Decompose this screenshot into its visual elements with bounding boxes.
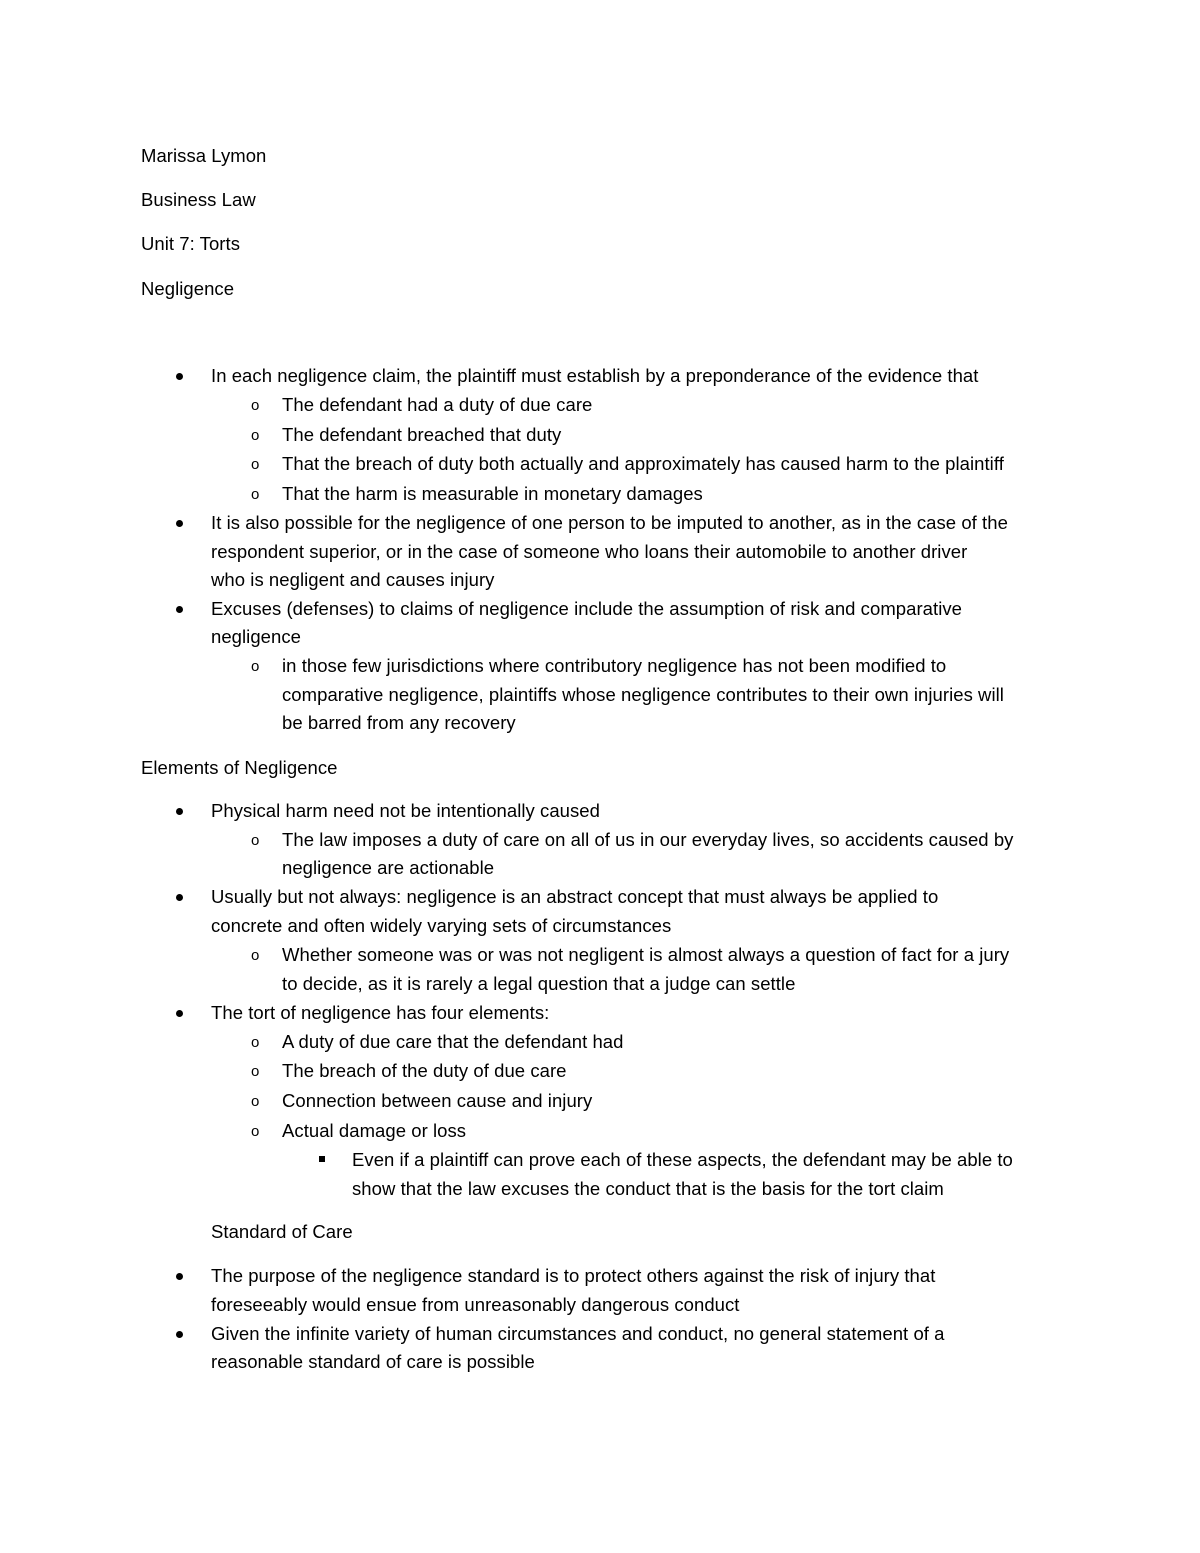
list-item: The purpose of the negligence standard is to protect others against the risk of injury that	[211, 1265, 936, 1286]
bullet-circle: o	[251, 486, 260, 503]
bullet-dot	[176, 808, 183, 815]
bullet-dot	[176, 520, 183, 527]
list-item: Usually but not always: negligence is an abstract concept that must always be applied to	[211, 886, 939, 907]
bullet-dot	[176, 1331, 183, 1338]
list-item: That the harm is measurable in monetary damages	[282, 483, 703, 504]
list-item: Even if a plaintiff can prove each of these aspects, the defendant may be able to	[352, 1149, 1013, 1170]
list-item: The tort of negligence has four elements:	[211, 1002, 550, 1023]
list-item-continuation: comparative negligence, plaintiffs whose negligence contributes to their own injuries will	[282, 684, 1004, 705]
list-item: That the breach of duty both actually and approximately has caused harm to the plaintiff	[282, 453, 1004, 474]
list-item: Given the infinite variety of human circumstances and conduct, no general statement of a	[211, 1323, 945, 1344]
bullet-circle: o	[251, 658, 260, 675]
bullet-dot	[176, 373, 183, 380]
list-item-continuation: be barred from any recovery	[282, 712, 516, 733]
list-item-continuation: to decide, as it is rarely a legal question that a judge can settle	[282, 973, 796, 994]
list-item-continuation: foreseeably would ensue from unreasonably dangerous conduct	[211, 1294, 740, 1315]
list-item: The law imposes a duty of care on all of us in our everyday lives, so accidents caused by	[282, 829, 1014, 850]
bullet-circle: o	[251, 427, 260, 444]
author-name: Marissa Lymon	[141, 145, 267, 166]
bullet-circle: o	[251, 832, 260, 849]
bullet-dot	[176, 1273, 183, 1280]
list-item: A duty of due care that the defendant had	[282, 1031, 624, 1052]
bullet-circle: o	[251, 1034, 260, 1051]
bullet-circle: o	[251, 1063, 260, 1080]
list-item: The defendant breached that duty	[282, 424, 562, 445]
list-item-continuation: reasonable standard of care is possible	[211, 1351, 535, 1372]
list-item: The breach of the duty of due care	[282, 1060, 567, 1081]
bullet-circle: o	[251, 456, 260, 473]
topic-title: Negligence	[141, 278, 235, 299]
list-item: In each negligence claim, the plaintiff must establish by a preponderance of the evidence that	[211, 365, 979, 386]
bullet-square	[319, 1156, 325, 1162]
list-item-continuation: concrete and often widely varying sets of circumstances	[211, 915, 672, 936]
list-item: The defendant had a duty of due care	[282, 394, 593, 415]
section-heading: Elements of Negligence	[141, 757, 338, 778]
unit-title: Unit 7: Torts	[141, 233, 241, 254]
bullet-circle: o	[251, 1093, 260, 1110]
list-item-continuation: negligence are actionable	[282, 857, 495, 878]
list-item: Excuses (defenses) to claims of negligence include the assumption of risk and comparative	[211, 598, 962, 619]
list-item-continuation: negligence	[211, 626, 301, 647]
course-name: Business Law	[141, 189, 256, 210]
bullet-circle: o	[251, 397, 260, 414]
list-item-continuation: who is negligent and causes injury	[211, 569, 495, 590]
bullet-circle: o	[251, 1123, 260, 1140]
list-item: Actual damage or loss	[282, 1120, 467, 1141]
bullet-dot	[176, 1010, 183, 1017]
list-item-continuation: respondent superior, or in the case of someone who loans their automobile to another driver	[211, 541, 968, 562]
bullet-circle: o	[251, 947, 260, 964]
list-item: Connection between cause and injury	[282, 1090, 593, 1111]
list-item: Physical harm need not be intentionally caused	[211, 800, 600, 821]
list-item-continuation: show that the law excuses the conduct that is the basis for the tort claim	[352, 1178, 944, 1199]
list-item: in those few jurisdictions where contributory negligence has not been modified to	[282, 655, 947, 676]
list-item: It is also possible for the negligence of one person to be imputed to another, as in the case of the	[211, 512, 1008, 533]
bullet-dot	[176, 894, 183, 901]
list-item: Whether someone was or was not negligent is almost always a question of fact for a jury	[282, 944, 1010, 965]
bullet-dot	[176, 606, 183, 613]
subsection-heading: Standard of Care	[211, 1221, 353, 1242]
